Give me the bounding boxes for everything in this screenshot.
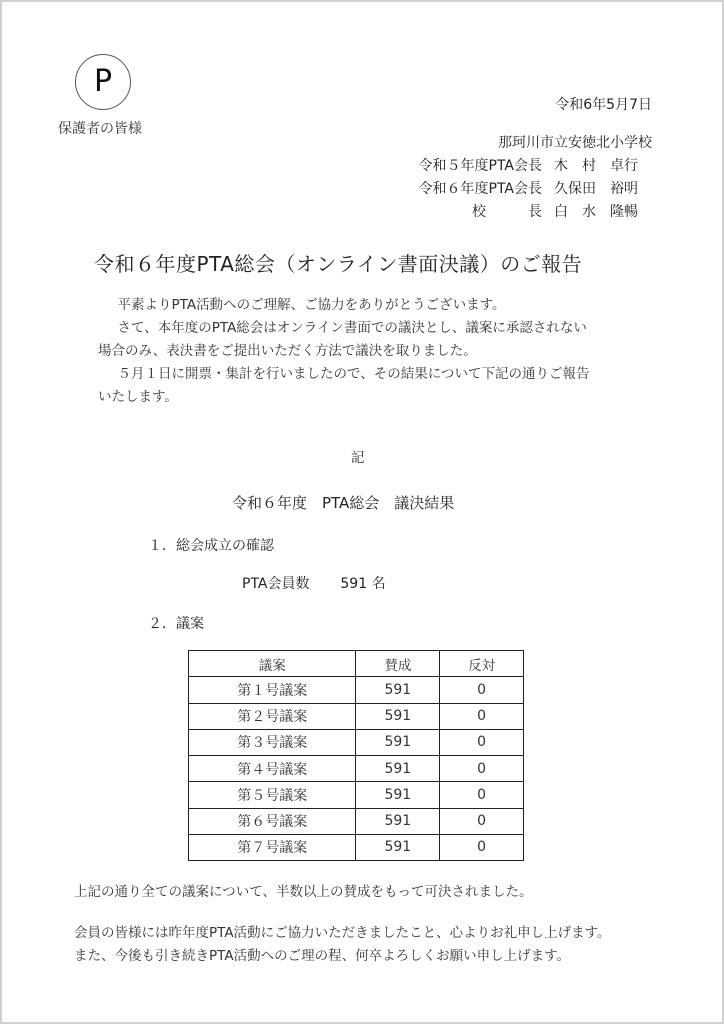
table-row (189, 834, 524, 860)
body-paragraph (98, 294, 590, 409)
proposal-name: 第１号議案 (189, 677, 356, 703)
table-row (189, 703, 524, 729)
proposal-name: 第６号議案 (189, 808, 356, 834)
conclusion-text: 上記の通り全ての議案について、半数以上の賛成をもって可決されました。 (74, 884, 533, 900)
recipient: 保護者の皆様 (58, 121, 142, 137)
proposal-name: 第２号議案 (189, 703, 356, 729)
sender-role: 令和５年度PTA会長 (418, 158, 542, 174)
table-row (189, 756, 524, 782)
votes-for: 591 (356, 677, 440, 703)
table-row (189, 808, 524, 834)
sender-school (419, 132, 652, 155)
sender-name: 白 水 隆暢 (554, 204, 638, 220)
proposal-name: 第４号議案 (189, 756, 356, 782)
body-line: ５月１日に開票・集計を行いましたので、その結果について下記の通りご報告 (104, 366, 590, 382)
sender-name: 久保田 裕明 (554, 181, 638, 197)
results-table (188, 650, 524, 861)
results-subtitle: 令和６年度 PTA総会 議決結果 (232, 494, 455, 512)
sender-name: 木 村 卓行 (554, 158, 638, 174)
body-line: 場合のみ、表決書をご提出いただく方法で議決を取りました。 (98, 343, 477, 359)
sender-role: 校 長 (472, 204, 542, 220)
header-against: 反対 (440, 651, 524, 677)
sender-line (419, 201, 652, 224)
member-count: 591 (340, 576, 368, 592)
votes-against: 0 (440, 782, 524, 808)
stamp-letter: P (93, 64, 113, 99)
votes-against: 0 (440, 677, 524, 703)
closing-line: 会員の皆様には昨年度PTA活動にご協力いただきましたこと、心よりお礼申し上げます。 (74, 925, 611, 941)
closing-paragraph (74, 922, 611, 968)
document-title: 令和６年度PTA総会（オンライン書面決議）のご報告 (94, 252, 583, 276)
member-count-line (242, 573, 386, 593)
table-row (189, 729, 524, 755)
votes-for: 591 (356, 834, 440, 860)
body-line: さて、本年度のPTA総会はオンライン書面での議決とし、議案に承認されない (104, 320, 587, 336)
proposal-name: 第５号議案 (189, 782, 356, 808)
votes-against: 0 (440, 756, 524, 782)
sender-role: 令和６年度PTA会長 (418, 181, 542, 197)
table-row (189, 782, 524, 808)
body-line: いたします。 (98, 389, 178, 405)
p-circle-icon (75, 54, 131, 110)
header-proposal: 議案 (189, 651, 356, 677)
votes-for: 591 (356, 729, 440, 755)
votes-against: 0 (440, 834, 524, 860)
member-label: PTA会員数 (242, 576, 310, 592)
proposal-name: 第７号議案 (189, 834, 356, 860)
proposal-name: 第３号議案 (189, 729, 356, 755)
section-1-heading: １．総会成立の確認 (148, 538, 274, 554)
votes-for: 591 (356, 808, 440, 834)
table-header-row (189, 651, 524, 677)
sender-block (419, 132, 652, 224)
votes-against: 0 (440, 808, 524, 834)
votes-for: 591 (356, 703, 440, 729)
member-unit: 名 (371, 576, 386, 592)
votes-for: 591 (356, 782, 440, 808)
closing-line: また、今後も引き続きPTA活動へのご理の程、何卒よろしくお願い申し上げます。 (74, 948, 570, 964)
votes-for: 591 (356, 756, 440, 782)
header-for: 賛成 (356, 651, 440, 677)
votes-against: 0 (440, 729, 524, 755)
sender-line (419, 155, 652, 178)
section-2-heading: ２．議案 (148, 616, 204, 632)
votes-against: 0 (440, 703, 524, 729)
ki-heading: 記 (351, 450, 365, 466)
body-line: 平素よりPTA活動へのご理解、ご協力をありがとうございます。 (104, 297, 506, 313)
school-name: 那珂川市立安徳北小学校 (498, 135, 652, 151)
table-row (189, 677, 524, 703)
sender-line (419, 178, 652, 201)
document-date: 令和6年5月7日 (555, 97, 652, 113)
